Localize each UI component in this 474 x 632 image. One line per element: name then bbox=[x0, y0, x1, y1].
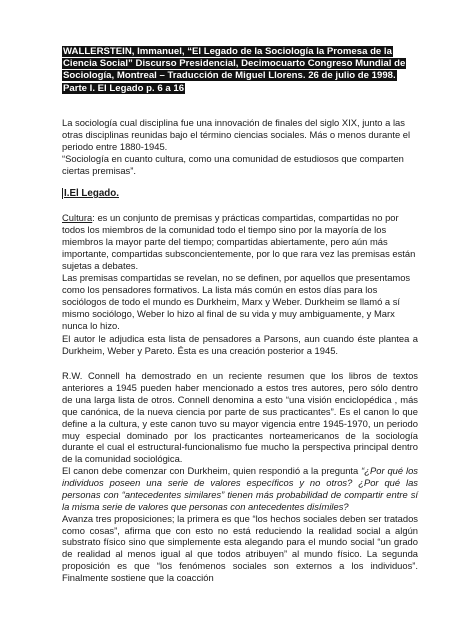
cultura-term: Cultura bbox=[62, 212, 93, 223]
citation-text: WALLERSTEIN, Immanuel, “El Legado de la Sociología la Promesa de la Ciencia Social” Discurso Presidencial, Decimocuarto Congreso Mundial de Sociología, Montreal – Traducción de Miguel Llorens. 26 de julio de 1998. Parte I. El Legado p. 6 a 16 bbox=[63, 46, 406, 94]
cultura-paragraph bbox=[62, 212, 418, 272]
intro-quote: “Sociología en cuanto cultura, como una comunidad de estudiosos que comparten ciertas premisas”. bbox=[62, 153, 404, 176]
autor-paragraph: El autor le adjudica esta lista de pensadores a Parsons, aun cuando éste plantea a Durkheim, Weber y Pareto. Ésta es una creación posterior a 1945. bbox=[62, 333, 418, 356]
canon-continuation: Avanza tres proposiciones; la primera es que “los hechos sociales deben ser tratados como cosas”, afirma que con esto no está reduciendo la realidad social a algún substrato físico sino que simplemente esta alegando para el mundo social “un grado de realidad al menos igual al que todos atribuyen” al mundo físico. La segunda proposición es que “los fenómenos sociales son externos a los individuos”. Finalmente sostiene que la coacción bbox=[62, 512, 418, 584]
canon-lead: El canon debe comenzar con Durkheim, quien respondió a la pregunta bbox=[62, 465, 362, 476]
premisas-paragraph: Las premisas compartidas se revelan, no se definen, por aquellos que presentamos como los pensadores formativos. La lista más común en estos días para los sociólogos de todo el mundo es Durkheim, Marx y Weber. Durkheim se llamó a sí mismo sociólogo, Weber lo hizo al final de su vida y muy ambiguamente, y Marx nunca lo hizo. bbox=[62, 272, 411, 331]
canon-paragraph bbox=[62, 465, 418, 584]
cultura-definition: : es un conjunto de premisas y prácticas compartidas, compartidas no por todos los miembros de la comunidad todo el tiempo sino por la mayoría de los miembros la mayor parte del tiempo; compartidas abiertamente, pero aún más importante, compartidas subsconcientemente, por lo que rara vez las premisas están sujetas a debates. bbox=[62, 212, 416, 271]
connell-paragraph: R.W. Connell ha demostrado en un reciente resumen que los libros de textos anteriores a 1945 pueden haber mencionado a estos tres autores, pero sólo dentro de una larga lista de otros. Connell denomina a esto “una visión enciclopédica , más que canónica, de la nueva ciencia por parte de sus practicantes”. Es el canon lo que define a la cultura, y este canon tuvo su mayor vigencia entre 1945-1970, un periodo muy especial dominado por los practicantes norteamericanos de la sociología durante el cual el estructural-funcionalismo fue mucho la perspectiva principal dentro de la comunidad sociológica. bbox=[62, 370, 418, 465]
citation-header bbox=[62, 46, 418, 95]
canon-question: “¿Por qué los individuos poseen una serie de valores específicos y no otros? ¿Por qué las personas con “antecedentes similares” tienen más probabilidad de compartir entre sí la misma serie de valores que personas con antecedentes disímiles? bbox=[62, 465, 418, 512]
section-title: I.El Legado. bbox=[64, 188, 119, 199]
intro-paragraph: La sociología cual disciplina fue una innovación de finales del siglo XIX, junto a las otras disciplinas reunidas bajo el término ciencias sociales. Más o menos durante el periodo entre 1880-1945. bbox=[62, 117, 411, 152]
